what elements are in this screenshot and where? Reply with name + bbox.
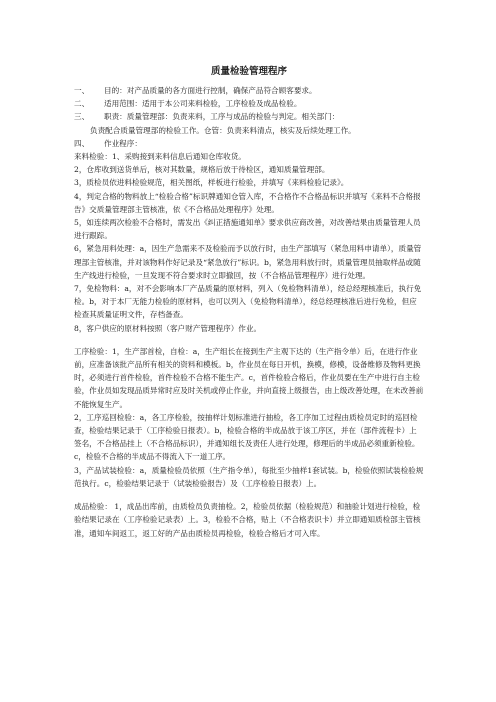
section-procedure xyxy=(74,137,424,150)
process-paragraph: 3，产品试装检验：a，质量检验员依照（生产指令单），每批至少抽样1套试装。b，检验依照试装检验规范执行。c，检验结果记录于（试装检验报告）及（工序检验日报表）上。 xyxy=(74,465,424,488)
finished-paragraph: 成品检验： 1，成品出库前，由质检员负责抽检。2，检验员依据（检验规范）和抽验计划进行检验，检验结果记录在（工序检验记录表）上。3，检验不合格，贴上（不合格表识卡）并立即通知质检部主管核准，通知车间返工，返工好的产品由质检员再检验，检验合格后才可入库。 xyxy=(74,502,421,538)
document-title: 质量检验管理程序 xyxy=(210,66,287,77)
incoming-paragraph: 来料检验：1、采购接到来料信息后通知仓库收货。 xyxy=(74,152,246,162)
section-responsibility xyxy=(74,110,424,123)
incoming-paragraph: 3，质检员依进料检验规范，相关图纸，样板进行检验，并填写《来料检验记录》。 xyxy=(74,178,349,188)
section-text: 作业程序： xyxy=(104,138,142,148)
paragraph-gap xyxy=(74,490,424,500)
document-page xyxy=(74,66,424,540)
section-purpose xyxy=(74,84,424,97)
incoming-paragraph: 2，仓库收到送货单后，核对其数量，规格后放于待检区，通知质量管理部。 xyxy=(74,165,330,175)
section-number: 四、 xyxy=(74,138,90,148)
section-responsibility-continued: 负责配合质量管理部的检验工作。仓管：负责来料清点，核实及后续处理工作。 xyxy=(90,125,356,135)
section-number: 二、 xyxy=(74,99,90,109)
incoming-paragraph: 4，判定合格的物料放上“检验合格”标识牌通知仓管入库，不合格作不合格品标识并填写《来料不合格报告》交质量管理部主管核准，依《不合格品处理程序》处理。 xyxy=(74,191,421,214)
section-text: 目的：对产品质量的各方面进行控制，确保产品符合顾客要求。 xyxy=(104,86,317,95)
incoming-paragraph: 8，客户供应的原材料按照（客户财产管理程序）作业。 xyxy=(74,323,262,333)
section-number: 三、 xyxy=(74,112,90,122)
incoming-paragraph: 5，如连续两次检验不合格时，需发出《纠正措施通知单》要求供应商改善，对改善结果由质量管理人员进行跟踪。 xyxy=(74,218,421,241)
section-scope xyxy=(74,97,424,110)
process-paragraph: 2，工序巡回检验：a，各工序检验，按抽样计划标准进行抽检，各工序加工过程由质检员定时的巡回检查，检验结果记录于（工序检验日报表）。b，检验合格的半成品放于该工序区，并在（部件流程卡）上签名，不合格品挂上（不合格品标识），并通知组长及责任人进行处理，修理后的半成品必须重新检验。c，检验不合格的半成品不得流入下一道工序。 xyxy=(74,412,420,462)
section-text: 适用范围：适用于本公司来料检验，工序检验及成品检验。 xyxy=(104,99,302,109)
process-paragraph: 工序检验：1，生产部首检，自检：a，生产组长在接到生产主观下达的（生产指令单）后，在进行作业前，应准备该批产品所有相关的资料和模板。b，作业员在每日开机，换模，修模，设备维修及物料更换时，必须进行首件检验，首件检验不合格不能生产。c，首件检验合格后，作业员要在生产中进行自主检验，作业员如发现品质异常时应及时关机或停止作业，并向直接上级报告，由上级改善处理，在未改善前不能恢复生产。 xyxy=(74,346,424,409)
incoming-paragraph: 6，紧急用料处理：a，因生产急需来不及检验而予以放行时，由生产部填写（紧急用料申请单），质量管理部主管核准，并对该物料作好记录及“紧急放行”标识。b，紧急用料放行时，质量管理员抽取样品或随生产线进行检验，一旦发现不符合要求时立即撤回，按（不合格品管理程序）进行处理。 xyxy=(74,244,422,280)
incoming-paragraph: 7，免检物料：a，对不会影响本厂产品质量的原材料，列入（免检物料清单），经总经理核准后，执行免检。b，对于本厂无能力检验的原材料，也可以列入（免检物料清单），经总经理核准后进行免检，但应检查其质量证明文件，存档备查。 xyxy=(74,284,422,320)
paragraph-gap xyxy=(74,335,424,345)
section-text: 职责：质量管理部：负责来料，工序与成品的检验与判定。相关部门： xyxy=(104,112,340,122)
section-number: 一、 xyxy=(74,86,90,95)
